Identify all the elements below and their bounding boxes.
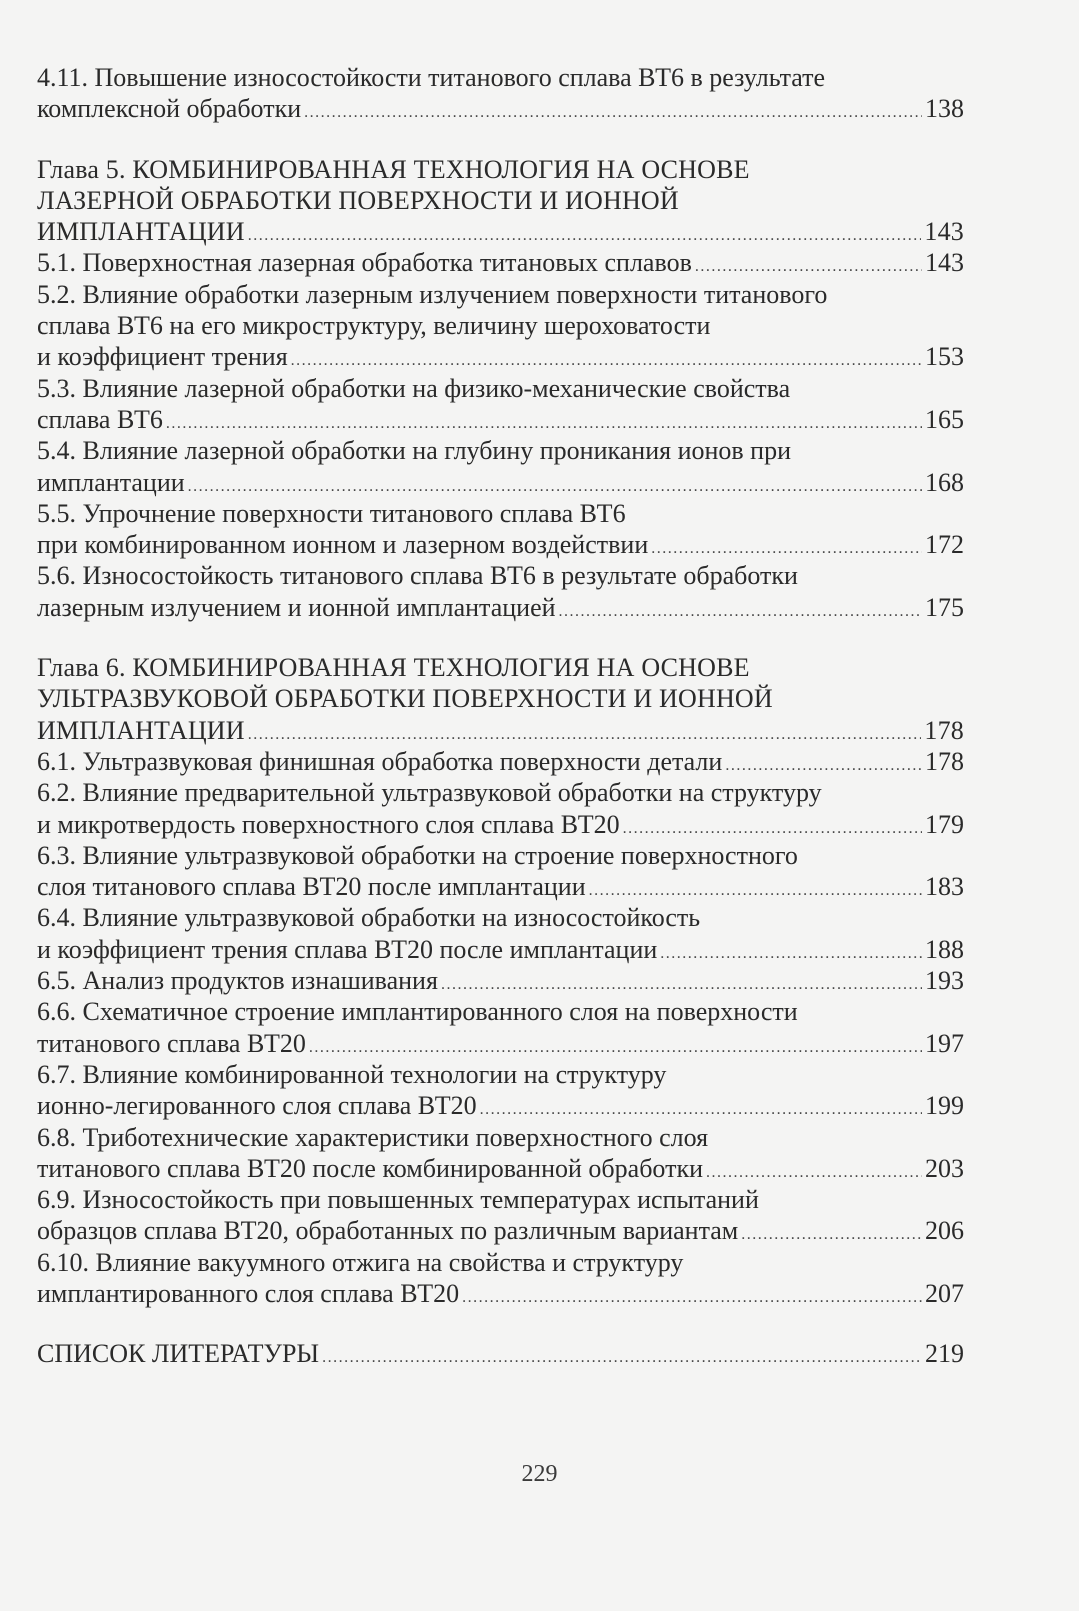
toc-entry-last-line [37, 529, 964, 560]
toc-entry-title-line: 5.3. Влияние лазерной обработки на физико-механические свойства [37, 373, 791, 403]
toc-entry-title-line: и микротвердость поверхностного слоя сплава ВТ20 [37, 809, 620, 839]
toc-section-entry [37, 1122, 964, 1185]
toc-entry-last-line [37, 93, 964, 124]
toc-entry-title-line: сплава ВТ6 [37, 404, 163, 434]
toc-entry-last-line [37, 1278, 964, 1309]
dot-leader [660, 938, 922, 965]
toc-entry-title-line: 5.1. Поверхностная лазерная обработка титановых сплавов [37, 248, 692, 278]
dot-leader [166, 408, 922, 435]
toc-entry-title-line: ИМПЛАНТАЦИИ [37, 217, 245, 247]
toc-section-entry [37, 279, 964, 373]
dot-leader [623, 813, 922, 840]
toc-page-number: 143 [924, 217, 964, 247]
dot-leader [304, 97, 922, 124]
toc-section-entry [37, 996, 964, 1059]
toc-entry-last-line [37, 1090, 964, 1121]
toc-page-number: 206 [925, 1216, 964, 1246]
toc-section-entry [37, 1184, 964, 1247]
dot-leader [706, 1157, 922, 1184]
toc-page-number: 183 [925, 872, 964, 902]
toc-entry-last-line [37, 216, 964, 247]
toc-entry-title-line: сплава ВТ6 на его микроструктуру, величину шероховатости [37, 311, 711, 341]
toc-section-entry [37, 965, 964, 996]
toc-entry-last-line [37, 1338, 964, 1369]
dot-leader [695, 251, 922, 278]
toc-entry-last-line [37, 247, 964, 278]
toc-entry-title-line: образцов сплава ВТ20, обработанных по различным вариантам [37, 1216, 739, 1246]
toc-entry-last-line [37, 809, 964, 840]
toc-page-number: 219 [925, 1339, 964, 1369]
toc-page-number: 168 [925, 467, 964, 497]
dot-leader [188, 471, 922, 498]
toc-entry-title-line: ионно-легированного слоя сплава ВТ20 [37, 1091, 477, 1121]
dot-leader [589, 875, 922, 902]
toc-page-number: 193 [925, 966, 964, 996]
toc-entry-title-line: Глава 6. КОМБИНИРОВАННАЯ ТЕХНОЛОГИЯ НА ОСНОВЕ [37, 653, 750, 683]
toc-entry-title-line: 5.5. Упрочнение поверхности титанового сплава ВТ6 [37, 498, 626, 528]
toc-entry-title-line: при комбинированном ионном и лазерном воздействии [37, 530, 649, 560]
toc-entry-title-line: 4.11. Повышение износостойкости титанового сплава ВТ6 в результате [37, 63, 826, 92]
toc-entry-last-line [37, 467, 964, 498]
toc-entry-last-line [37, 1153, 964, 1184]
toc-section-entry [37, 435, 964, 498]
toc-entry-last-line [37, 965, 964, 996]
toc-section-entry [37, 840, 964, 903]
dot-leader [441, 969, 922, 996]
toc-page-number: 165 [925, 404, 964, 434]
toc-section-entry [37, 1059, 964, 1122]
dot-leader [462, 1282, 922, 1309]
toc-entry-title-line: 6.1. Ультразвуковая финишная обработка поверхности детали [37, 746, 723, 776]
toc-page-number: 153 [925, 342, 964, 372]
toc-entry-title-line: 5.6. Износостойкость титанового сплава ВТ6 в результате обработки [37, 561, 798, 591]
toc-entry-title-line: 5.4. Влияние лазерной обработки на глубину проникания ионов при [37, 436, 791, 466]
table-of-contents [37, 62, 964, 1370]
toc-entry-last-line [37, 715, 964, 746]
toc-entry-last-line [37, 934, 964, 965]
toc-entry-title-line: 5.2. Влияние обработки лазерным излучением поверхности титанового [37, 279, 828, 309]
dot-leader [248, 719, 922, 746]
toc-section-entry [37, 777, 964, 840]
toc-entry-title-line: ЛАЗЕРНОЙ ОБРАБОТКИ ПОВЕРХНОСТИ И ИОННОЙ [37, 185, 679, 215]
toc-entry-last-line [37, 1215, 964, 1246]
toc-section-entry [37, 746, 964, 777]
toc-entry-title-line: СПИСОК ЛИТЕРАТУРЫ [37, 1339, 320, 1369]
dot-leader [248, 220, 922, 247]
dot-leader [322, 1342, 922, 1369]
toc-entry-title-line: слоя титанового сплава ВТ20 после имплантации [37, 872, 586, 902]
toc-entry-title-line: 6.10. Влияние вакуумного отжига на свойства и структуру [37, 1247, 684, 1277]
toc-section-entry [37, 1247, 964, 1310]
toc-page-number: 203 [925, 1153, 964, 1183]
dot-leader [725, 750, 922, 777]
toc-entry-title-line: 6.5. Анализ продуктов изнашивания [37, 966, 438, 996]
toc-page-number: 179 [925, 809, 964, 839]
toc-entry-title-line: 6.7. Влияние комбинированной технологии на структуру [37, 1059, 667, 1089]
toc-entry-title-line: имплантации [37, 467, 185, 497]
page-number: 229 [521, 1461, 558, 1487]
dot-leader [291, 345, 922, 372]
dot-leader [480, 1094, 922, 1121]
dot-leader [741, 1219, 922, 1246]
toc-page-number: 199 [925, 1091, 964, 1121]
toc-section-entry [37, 373, 964, 436]
toc-entry-last-line [37, 1028, 964, 1059]
dot-leader [309, 1032, 922, 1059]
toc-entry-title-line: 6.3. Влияние ультразвуковой обработки на строение поверхностного [37, 840, 798, 870]
toc-page-number: 188 [925, 934, 964, 964]
toc-entry-last-line [37, 404, 964, 435]
toc-entry-title-line: и коэффициент трения сплава ВТ20 после имплантации [37, 934, 658, 964]
toc-page-number: 143 [925, 248, 964, 278]
toc-page-number: 172 [925, 530, 964, 560]
dot-leader [651, 533, 922, 560]
toc-entry-last-line [37, 871, 964, 902]
toc-entry-last-line [37, 746, 964, 777]
toc-entry-title-line: комплексной обработки [37, 94, 302, 124]
toc-entry-title-line: 6.9. Износостойкость при повышенных температурах испытаний [37, 1185, 759, 1215]
toc-entry-title-line: 6.4. Влияние ультразвуковой обработки на износостойкость [37, 903, 701, 933]
toc-entry-title-line: 6.8. Триботехнические характеристики поверхностного слоя [37, 1122, 709, 1152]
toc-page-number: 175 [925, 592, 964, 622]
toc-section-entry [37, 498, 964, 561]
dot-leader [559, 596, 922, 623]
toc-page-number: 178 [924, 715, 964, 745]
toc-entry-title-line: и коэффициент трения [37, 342, 288, 372]
toc-chapter-entry [37, 652, 964, 746]
toc-entry-title-line: 6.6. Схематичное строение имплантированного слоя на поверхности [37, 997, 798, 1027]
toc-bibliography-entry [37, 1338, 964, 1369]
toc-entry-title-line: Глава 5. КОМБИНИРОВАННАЯ ТЕХНОЛОГИЯ НА ОСНОВЕ [37, 154, 750, 184]
toc-entry-last-line [37, 592, 964, 623]
toc-page-number: 138 [925, 94, 964, 124]
toc-page-number: 197 [925, 1028, 964, 1058]
toc-chapter-entry [37, 154, 964, 248]
toc-entry-title-line: 6.2. Влияние предварительной ультразвуковой обработки на структуру [37, 778, 822, 808]
toc-section-entry [37, 247, 964, 278]
toc-entry-title-line: титанового сплава ВТ20 [37, 1028, 306, 1058]
toc-section-entry [37, 560, 964, 623]
toc-entry-title-line: титанового сплава ВТ20 после комбинированной обработки [37, 1153, 703, 1183]
toc-entry-title-line: УЛЬТРАЗВУКОВОЙ ОБРАБОТКИ ПОВЕРХНОСТИ И ИОННОЙ [37, 684, 773, 714]
toc-page-number: 178 [925, 746, 964, 776]
toc-entry-title-line: лазерным излучением и ионной имплантацией [37, 592, 556, 622]
toc-section-entry [37, 902, 964, 965]
toc-section-entry [37, 62, 964, 125]
toc-page-number: 207 [925, 1278, 964, 1308]
toc-entry-last-line [37, 341, 964, 372]
toc-entry-title-line: ИМПЛАНТАЦИИ [37, 715, 245, 745]
toc-entry-title-line: имплантированного слоя сплава ВТ20 [37, 1278, 460, 1308]
